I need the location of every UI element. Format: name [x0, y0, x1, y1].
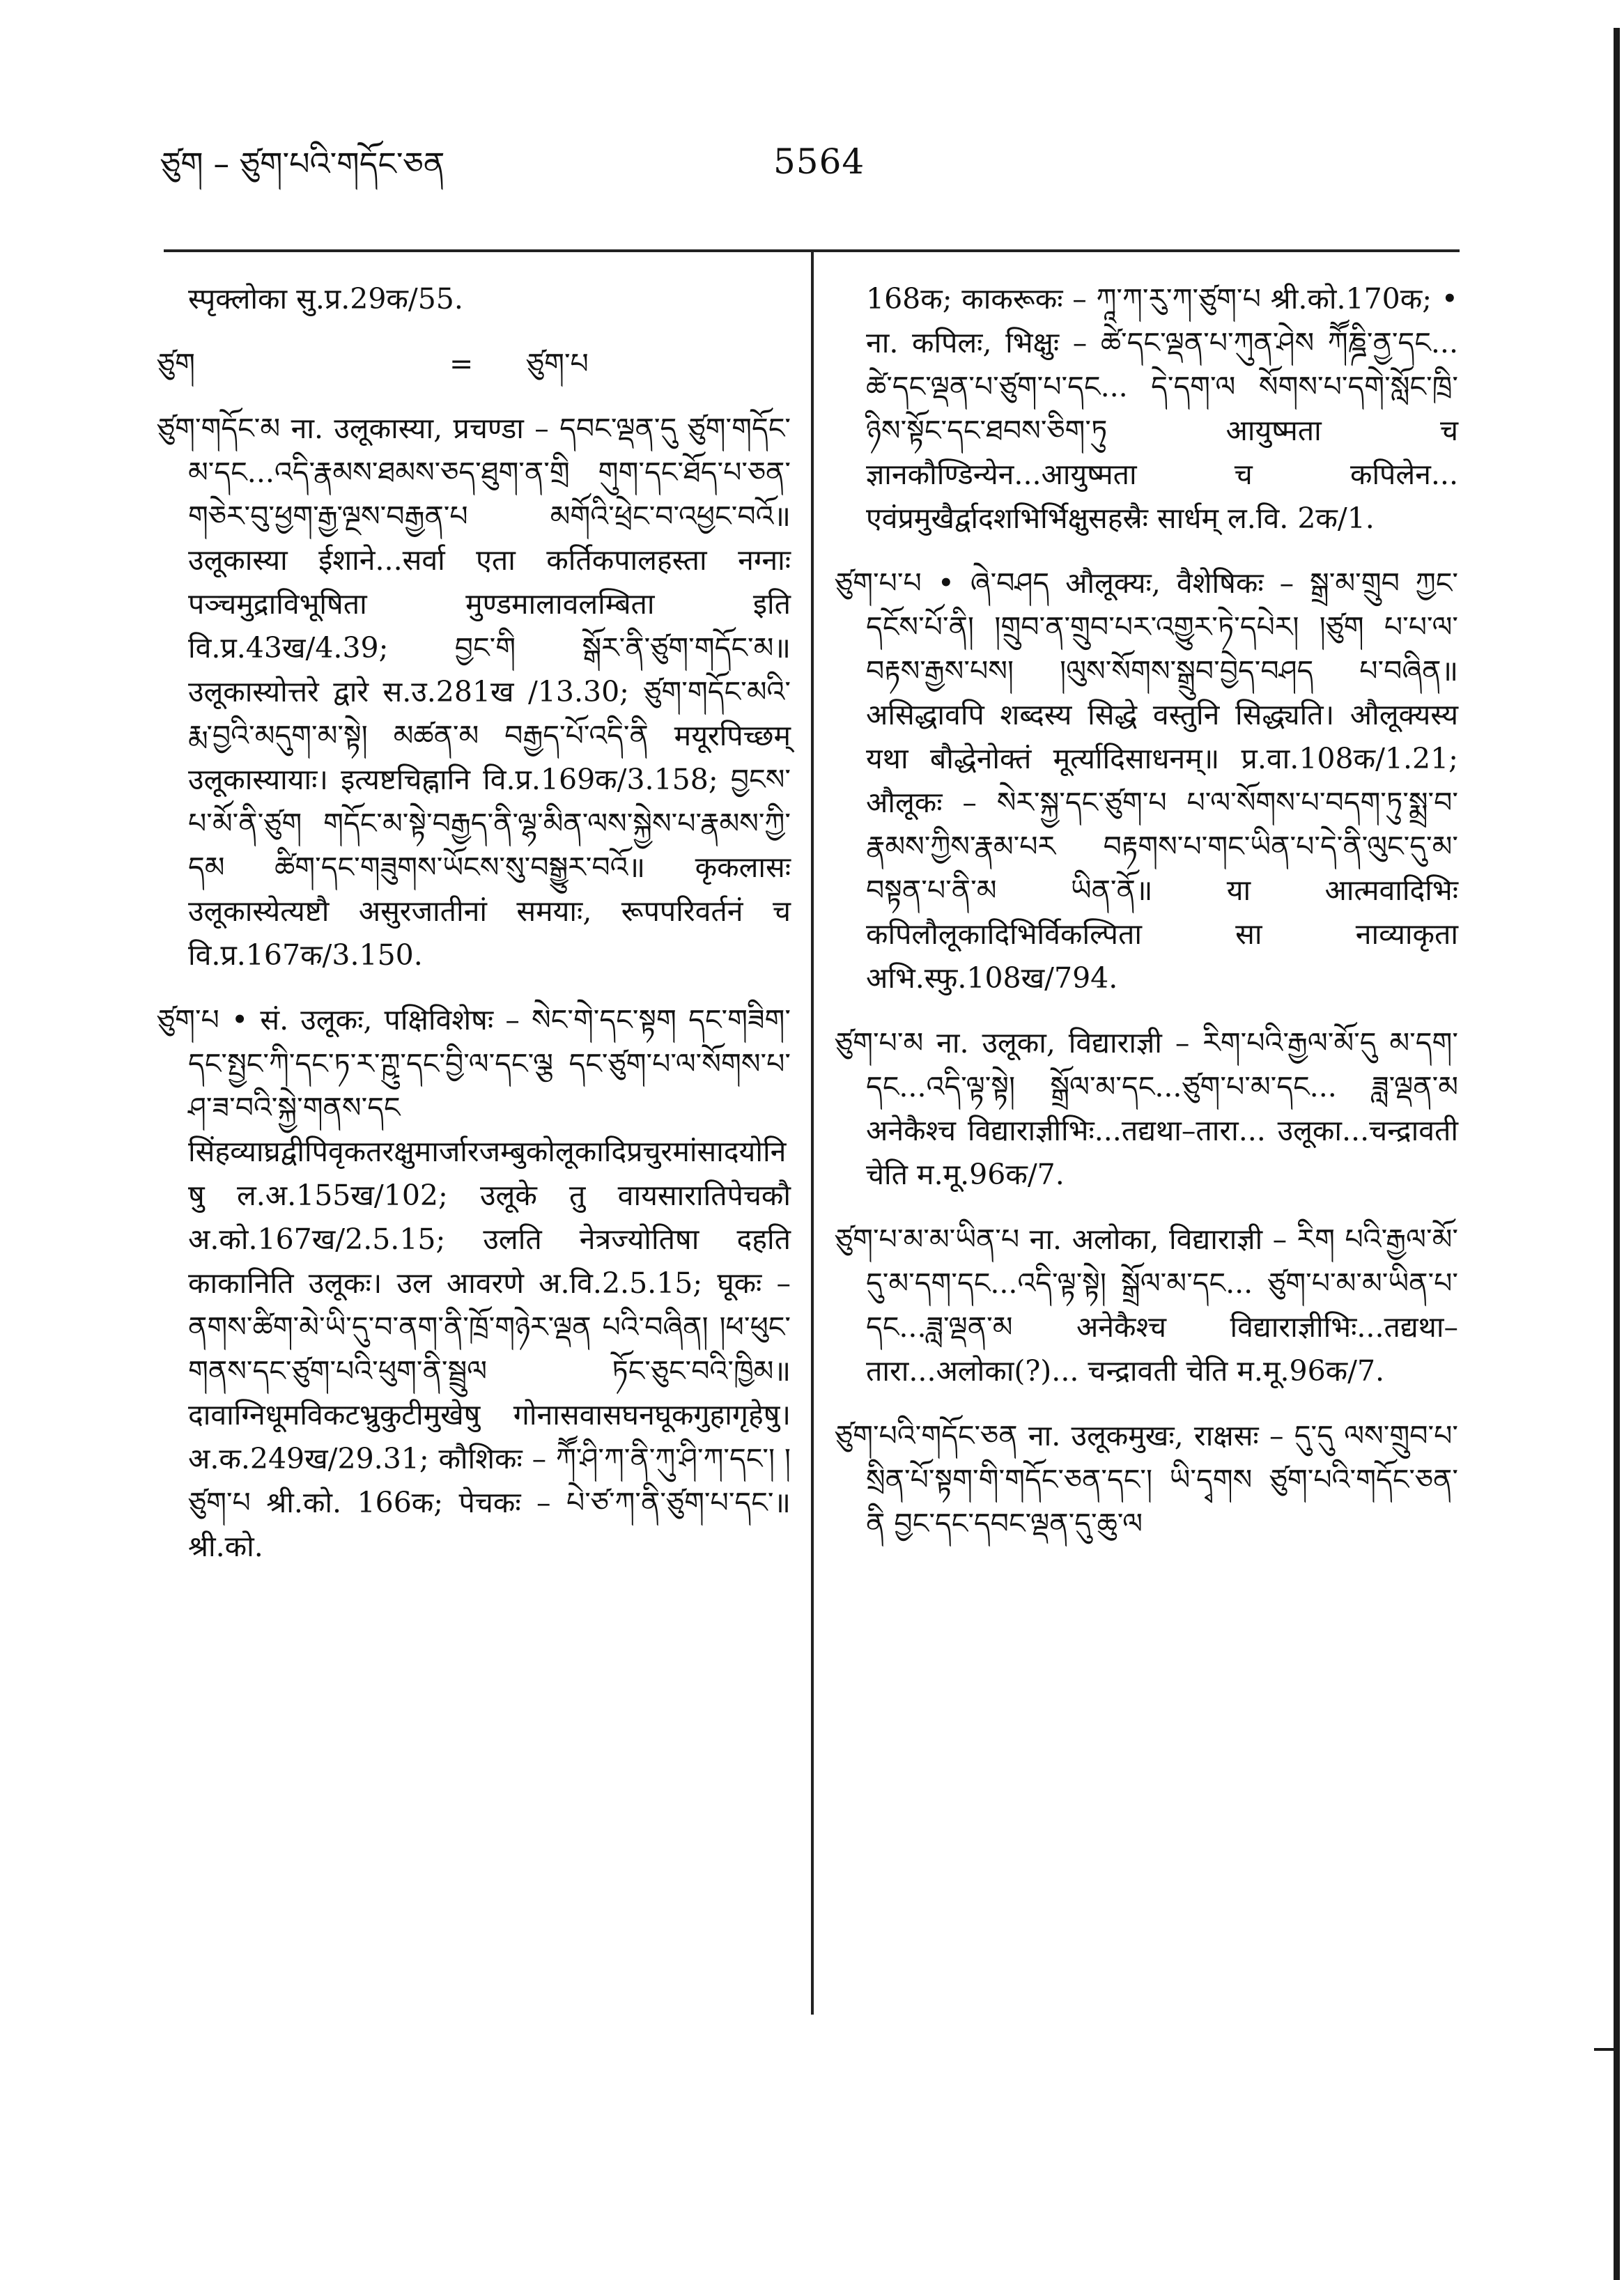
dictionary-entry: ཙུག་པ་པ • ཞེ་བཤད औलूक्यः, वैशेषिकः – སྒྲ་མ་གྲུབ ཀྱང་དངོས་པོ་ནི། །གྲུབ་ན་གྲུབ་པར་འགྱུར་ཏེ་དཔེར། །ཙུག པ་པ་ལ་བརྟས་རྒྱས་པས། །ལུས་སོགས་སྒྲུབ་བྱེད་བཤད པ་བཞིན॥ असिद्धावपि शब्दस्य सिद्धे वस्तुनि सिद्ध्यति। औलूक्यस्य यथा बौद्धेनोक्तं मूर्त्यादिसाधनम्॥ प्र.वा.108क/1.21; औलूकः – སེར་སྐྱ་དང་ཙུག་པ པ་ལ་སོགས་པ་བདག་ཏུ་སྨྲ་བ་རྣམས་ཀྱིས་རྣམ་པར བརྟགས་པ་གང་ཡིན་པ་དེ་ནི་ལུང་དུ་མ་བསྟན་པ་ནི་མ ཡིན་ནོ॥ या आत्मवादिभिः कपिलौलूकादिभिर्विकल्पिता सा नाव्याकृता अभि.स्फु.108ख/794.: [835, 566, 1458, 995]
cross-reference-target: ཙུག་པ: [526, 347, 589, 380]
left-column: [157, 277, 791, 1590]
dictionary-entry: ཙུག་པ • सं. उलूकः, पक्षिविशेषः – སེང་གེ་དང་སྟག དང་གཟིག་དང་སྤྱང་ཀི་དང་ཏ་ར་ཀྵུ་དང་བྱི་ལ་དང་ལྕ དང་ཙུག་པ་ལ་སོགས་པ་ཤ་ཟ་བའི་སྐྱེ་གནས་དང सिंहव्याघ्रद्वीपिवृकतरक्षुमार्जारजम्बुकोलूकादिप्रचुरमांसादयोनिषु ल.अ.155ख/102; उलूके तु वायसारातिपेचकौ अ.को.167ख/2.5.15; उलति नेत्रज्योतिषा दहति काकानिति उलूकः। उल आवरणे अ.वि.2.5.15; घूकः – ནགས་ཚིག་མེ་ཡི་དུ་བ་ནག་ནི་ཁྲོ་གཉེར་ལྡན པའི་བཞིན། །ཕ་ཕུང་གནས་དང་ཙུག་པའི་ཕུག་ནི་སྦྲུལ ཏོང་ཅུང་བའི་ཁྱིམ॥ दावाग्निधूमविकटभ्रुकुटीमुखेषु गोनासवासघनघूकगुहागृहेषु। अ.क.249ख/29.31; कौशिकः – ཀཽ་ཤི་ཀ་ནི་ཀུ་ཤི་ཀ་དང་། །ཙུག་པ श्री.को. 166क; पेचकः – པེ་ཙ་ཀ་ནི་ཙུག་པ་དང་॥ श्री.को.: [157, 1003, 791, 1563]
cross-reference-entry: [157, 342, 791, 386]
dictionary-entry: ཙུག་པ་མ ना. उलूका, विद्याराज्ञी – རིག་པའི་རྒྱལ་མོ་དུ མ་དག་དང...འདི་ལྟ་སྟེ། སྒྲོལ་མ་དང...ཙུག་པ་མ་དང... ཟླ་ལྡན་མ अनेकैश्च विद्याराज्ञीभिः...तद्यथा–तारा... उलूका...चन्द्रावती चेति म.मू.96क/7.: [835, 1026, 1458, 1191]
page-edge-shadow: [1614, 28, 1620, 2280]
dictionary-entry: ཙུག་གདོང་མ ना. उलूकास्या, प्रचण्डा – དབང་ལྡན་དུ ཙུག་གདོང་མ་དང...འདི་རྣམས་ཐམས་ཅད་ཐུག་ན་གྲི གུག་དང་ཐོད་པ་ཅན་གཅེར་བུ་ཕྱག་རྒྱ་ལྔས་བརྒྱན་པ མགོའི་ཕྲེང་བ་འཕྱང་བའོ॥ उलूकास्या ईशाने...सर्वा एता कर्तिकपालहस्ता नग्नाः पञ्चमुद्राविभूषिता मुण्डमालावलम्बिता इति वि.प्र.43ख/4.39; བྱང་གི སྒོར་ནི་ཙུག་གདོང་མ॥ उलूकास्योत्तरे द्वारे स.उ.281ख /13.30; ཙུག་གདོང་མའི་རྨ་བྱའི་མདུག་མ་སྟེ། མཚན་མ བརྒྱད་པོ་འདི་ནི मयूरपिच्छम् उलूकास्यायाः। इत्यष्टचिह्नानि वि.प्र.169क/3.158; བྱངས་པ་མོ་ནི་ཙུག གདོང་མ་སྟེ་བརྒྱད་ནི་ལྷ་མིན་ལས་སྐྱེས་པ་རྣམས་ཀྱི་དམ ཚིག་དང་གཟུགས་ཡོངས་སུ་བསྒྱུར་བའོ॥ कृकलासः उलूकास्येत्यष्टौ असुरजातीनां समयाः, रूपपरिवर्तनं च वि.प्र.167क/3.150.: [157, 412, 791, 972]
dictionary-entry: ཙུག་པ་མ་མ་ཡིན་པ ना. अलोका, विद्याराज्ञी – རིག པའི་རྒྱལ་མོ་དུ་མ་དག་དང...འདི་ལྟ་སྟེ། སྒྲོལ་མ་དང... ཙུག་པ་མ་མ་ཡིན་པ་དང...ཟླ་ལྡན་མ अनेकैश्च विद्याराज्ञीभिः...तद्यथा–तारा...अलोका(?)... चन्द्रावती चेति म.मू.96क/7.: [835, 1223, 1458, 1388]
equals-sign: =: [449, 347, 474, 380]
page-number: 5564: [773, 141, 865, 182]
running-head: ཙུག – ཙུག་པའི་གདོང་ཅན: [160, 145, 445, 183]
entry-continuation: 168क; काकरूकः – ཀཱ་ཀ་རུ་ཀ་ཙུག་པ श्री.को.170क; • ना. कपिलः, भिक्षुः – ཚེ་དང་ལྡན་པ་ཀུན་ཤེས ཀཽཎྜི་ནྱ་དང... ཚེ་དང་ལྡན་པ་ཙུག་པ་དང... དེ་དག་ལ སོགས་པ་དགེ་སློང་ཁྲི་ཉིས་སྟོང་དང་ཐབས་ཅིག་ཏུ आयुष्मता च ज्ञानकौण्डिन्येन...आयुष्मता च कपिलेन... एवंप्रमुखैर्द्वादशभिर्भिक्षुसहस्रैः सार्धम् ल.वि. 2क/1.: [866, 282, 1458, 535]
right-column: [835, 277, 1458, 1567]
column-divider: [811, 252, 814, 2015]
entry-continuation: स्पृक्लोका सु.प्र.29क/55.: [188, 282, 463, 316]
page-edge-tick: [1594, 2048, 1615, 2051]
headword: ཙུག: [157, 347, 195, 380]
dictionary-entry: ཙུག་པའི་གདོང་ཅན ना. उलूकमुखः, राक्षसः – དུ་དུ ལས་གྲུབ་པ་སྲིན་པོ་སྟག་གི་གདོང་ཅན་དང་། ཡི་དྭགས ཙུག་པའི་གདོང་ཅན་ནི བྱང་དང་དབང་ལྡན་དུ་ཆུ་ལ: [835, 1419, 1458, 1540]
